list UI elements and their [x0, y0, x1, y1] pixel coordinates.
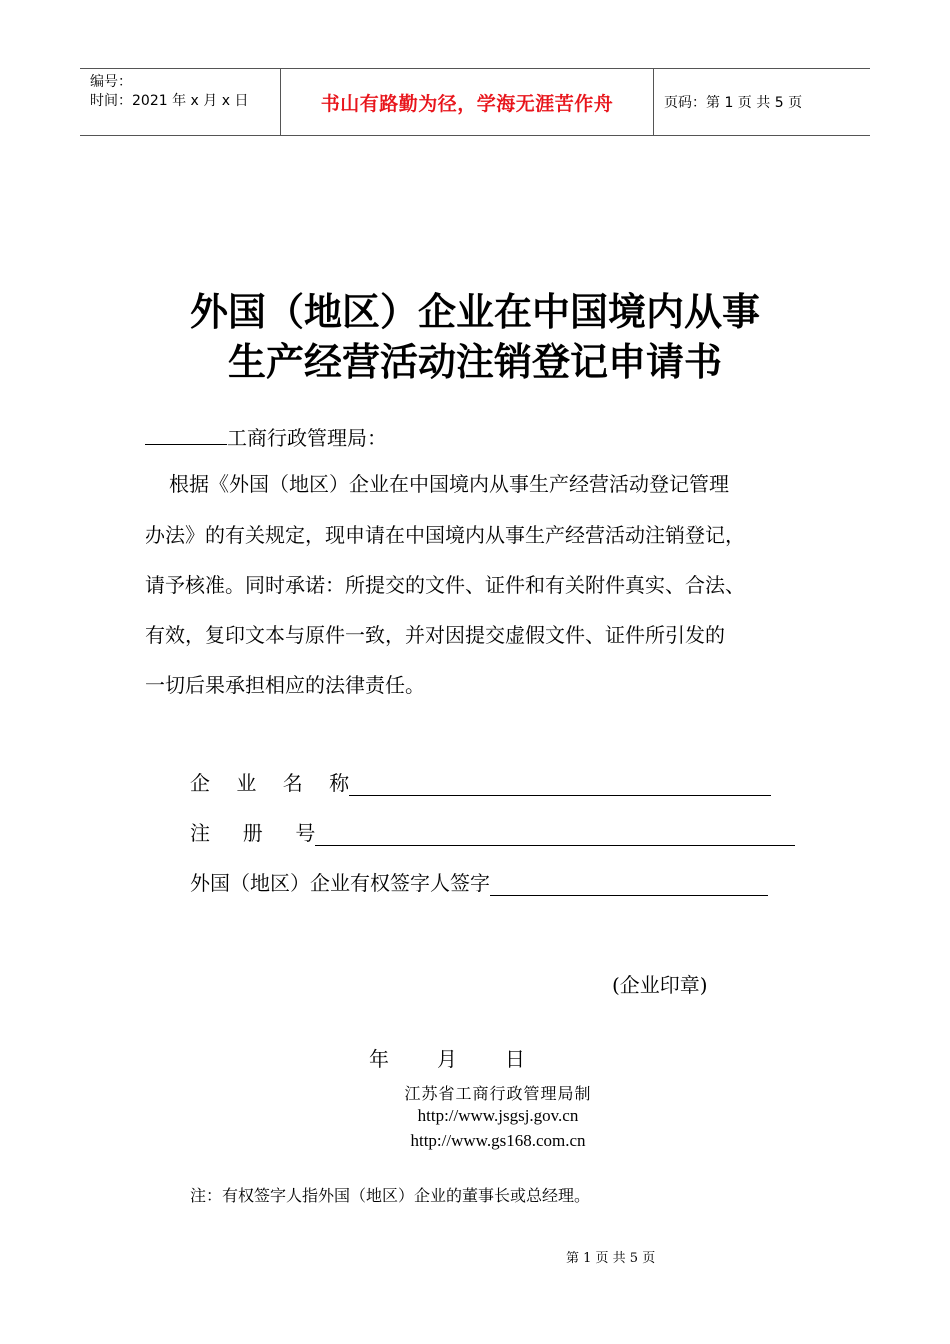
company-name-blank[interactable] [349, 773, 771, 796]
body-line-1: 根据《外国（地区）企业在中国境内从事生产经营活动登记管理 [169, 472, 729, 496]
addressee: 工商行政管理局： [227, 426, 387, 450]
time-label: 时间：2021 年 x 月 x 日 [90, 93, 249, 109]
footnote: 注：有权签字人指外国（地区）企业的董事长或总经理。 [190, 1186, 591, 1205]
issuer-url-2[interactable]: http://www.gs168.com.cn [410, 1131, 586, 1150]
document-title-line2: 生产经营活动注销登记申请书 [227, 340, 722, 384]
header-page-cell [654, 69, 870, 135]
month-label: 月 [437, 1047, 457, 1071]
company-name-label: 企 业 名 称 [190, 771, 350, 795]
reg-no-label: 注 册 号 [190, 821, 316, 845]
page-label: 页码：第 1 页 共 5 页 [664, 95, 803, 111]
page-footer: 第 1 页 共 5 页 [566, 1251, 656, 1266]
page-header [80, 68, 870, 136]
body-line-3: 请予核准。同时承诺：所提交的文件、证件和有关附件真实、合法、 [145, 573, 745, 597]
body-line-2: 办法》的有关规定，现申请在中国境内从事生产经营活动注销登记， [145, 523, 745, 547]
header-motto-cell [281, 69, 654, 135]
signatory-field [190, 870, 768, 896]
addressee-line [145, 424, 387, 450]
seal-label: (企业印章) [612, 973, 708, 997]
document-title-line1: 外国（地区）企业在中国境内从事 [189, 290, 760, 334]
signatory-blank[interactable] [490, 873, 768, 896]
date-line [369, 1043, 525, 1072]
issuer-url-1[interactable]: http://www.jsgsj.gov.cn [417, 1106, 579, 1125]
body-line-5: 一切后果承担相应的法律责任。 [145, 673, 425, 697]
reg-no-blank[interactable] [315, 823, 795, 846]
company-name-field [190, 770, 771, 796]
number-label: 编号： [90, 74, 132, 90]
header-meta [80, 69, 281, 135]
year-label: 年 [369, 1047, 389, 1071]
reg-no-field [190, 820, 795, 846]
issuer-name: 江苏省工商行政管理局制 [404, 1084, 592, 1103]
motto: 书山有路勤为径，学海无涯苦作舟 [320, 92, 614, 115]
signatory-label: 外国（地区）企业有权签字人签字 [190, 871, 490, 895]
authority-blank[interactable] [145, 424, 227, 445]
body-line-4: 有效，复印文本与原件一致，并对因提交虚假文件、证件所引发的 [145, 623, 725, 647]
day-label: 日 [505, 1047, 525, 1071]
